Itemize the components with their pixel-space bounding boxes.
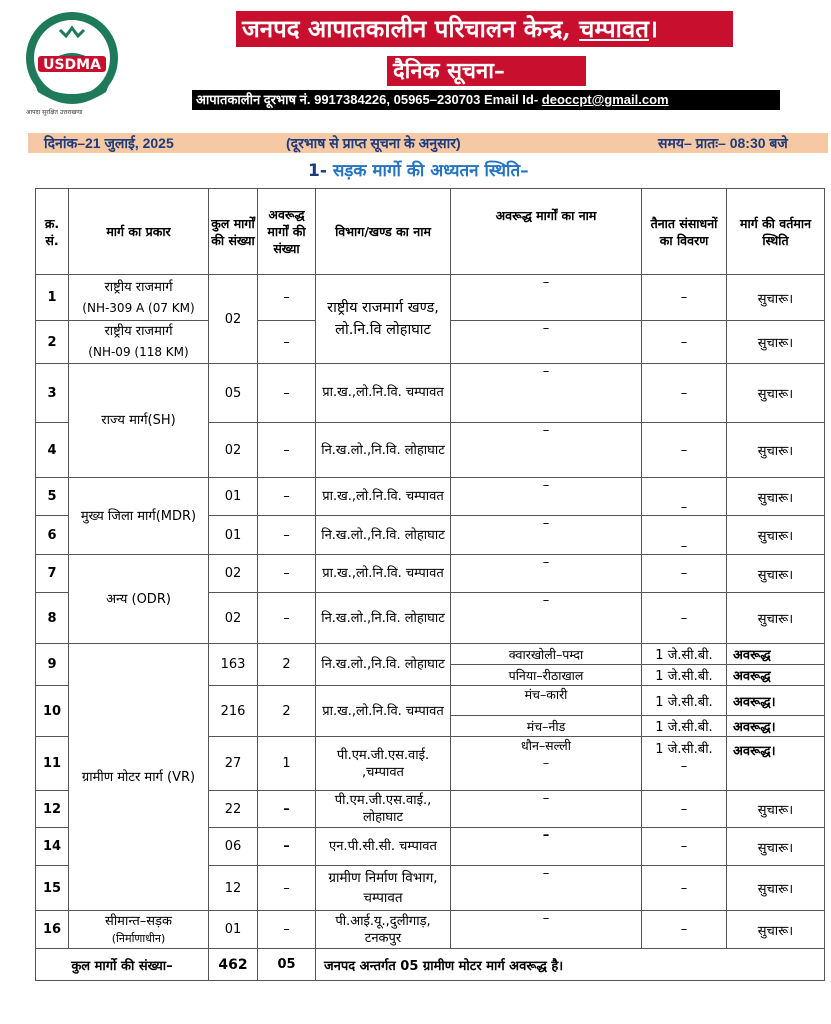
sn-cell: 9 bbox=[36, 644, 69, 686]
type-cell: सीमान्त–सड़क (निर्माणाधीन) bbox=[69, 911, 209, 949]
road-status-table bbox=[35, 188, 825, 981]
dept-cell: पी.एम.जी.एस.वाई. ,चम्पावत bbox=[316, 737, 451, 791]
col-header-sn: क्र. सं. bbox=[36, 189, 69, 275]
total-label: कुल मार्गो की संख्या– bbox=[36, 949, 209, 981]
total-cell: 02 bbox=[209, 555, 258, 593]
blocked-cell: 2 bbox=[258, 644, 316, 686]
status-cell: सुचारू। bbox=[727, 423, 825, 478]
resource-cell: 1 जे.सी.बी. bbox=[642, 686, 727, 716]
status-cell: अवरूद्ध bbox=[727, 665, 825, 686]
resource-cell: – bbox=[642, 828, 727, 866]
status-cell: सुचारू। bbox=[727, 593, 825, 644]
road-cell: – bbox=[451, 593, 642, 644]
road-cell: पनिया–रीठाखाल bbox=[451, 665, 642, 686]
sn-cell: 8 bbox=[36, 593, 69, 644]
total-row bbox=[36, 949, 825, 981]
table-row bbox=[36, 478, 825, 516]
road-cell: – bbox=[451, 791, 642, 828]
resource-cell: – bbox=[642, 321, 727, 364]
page-title: जनपद आपातकालीन परिचालन केन्द्र, चम्पावत। bbox=[236, 11, 733, 47]
road-cell: – bbox=[451, 866, 642, 911]
blocked-cell: – bbox=[258, 828, 316, 866]
col-header-resources: तैनात संसाधनों का विवरण bbox=[642, 189, 727, 275]
type-cell: अन्य (ODR) bbox=[69, 555, 209, 644]
resource-cell: – bbox=[642, 423, 727, 478]
total-cell: 01 bbox=[209, 478, 258, 516]
road-cell: – bbox=[451, 516, 642, 555]
road-cell: मंच–कारी bbox=[451, 686, 642, 716]
blocked-cell: – bbox=[258, 791, 316, 828]
status-cell: सुचारू। bbox=[727, 791, 825, 828]
type-cell: मुख्य जिला मार्ग(MDR) bbox=[69, 478, 209, 555]
status-cell: सुचारू। bbox=[727, 275, 825, 321]
road-cell: – bbox=[451, 911, 642, 949]
sn-cell: 14 bbox=[36, 828, 69, 866]
resource-cell: – bbox=[642, 516, 727, 555]
resource-cell: – bbox=[642, 555, 727, 593]
table-row bbox=[36, 555, 825, 593]
road-cell: – bbox=[451, 364, 642, 423]
email-link[interactable]: deoccpt@gmail.com bbox=[541, 92, 669, 107]
blocked-cell: – bbox=[258, 911, 316, 949]
road-cell: – bbox=[451, 275, 642, 321]
dept-cell: राष्ट्रीय राजमार्ग खण्ड, लो.नि.वि लोहाघाट bbox=[316, 275, 451, 364]
table-row bbox=[36, 644, 825, 665]
blocked-cell: – bbox=[258, 593, 316, 644]
col-header-dept: विभाग/खण्ड का नाम bbox=[316, 189, 451, 275]
total-cell: 12 bbox=[209, 866, 258, 911]
road-cell: – bbox=[451, 555, 642, 593]
status-cell: सुचारू। bbox=[727, 478, 825, 516]
resource-cell: 1 जे.सी.बी. – bbox=[642, 737, 727, 791]
dept-cell: नि.ख.लो.,नि.वि. लोहाघाट bbox=[316, 644, 451, 686]
sn-cell: 15 bbox=[36, 866, 69, 911]
type-cell: राज्य मार्ग(SH) bbox=[69, 364, 209, 478]
status-cell: सुचारू। bbox=[727, 516, 825, 555]
dept-cell: प्रा.ख.,लो.नि.वि. चम्पावत bbox=[316, 478, 451, 516]
dept-cell: पी.एम.जी.एस.वाई., लोहाघाट bbox=[316, 791, 451, 828]
total-cell: 05 bbox=[209, 364, 258, 423]
road-cell: क्वारखोली–पम्दा bbox=[451, 644, 642, 665]
resource-cell: 1 जे.सी.बी. bbox=[642, 644, 727, 665]
blocked-cell: – bbox=[258, 364, 316, 423]
sn-cell: 3 bbox=[36, 364, 69, 423]
total-blocked: 05 bbox=[258, 949, 316, 981]
sn-cell: 16 bbox=[36, 911, 69, 949]
report-time: समय– प्रातः– 08:30 बजे bbox=[658, 135, 788, 151]
dept-cell: ग्रामीण निर्माण विभाग, चम्पावत bbox=[316, 866, 451, 911]
total-cell: 02 bbox=[209, 593, 258, 644]
col-header-total: कुल मार्गों की संख्या bbox=[209, 189, 258, 275]
road-cell: मंच–नीड bbox=[451, 716, 642, 737]
blocked-cell: – bbox=[258, 555, 316, 593]
road-cell: – bbox=[451, 423, 642, 478]
table-row bbox=[36, 911, 825, 949]
status-cell: अवरूद्ध। bbox=[727, 737, 825, 791]
table-header-row bbox=[36, 189, 825, 275]
total-cell: 02 bbox=[209, 423, 258, 478]
type-cell: ग्रामीण मोटर मार्ग (VR) bbox=[69, 644, 209, 911]
logo-caption: आपदा सुरक्षित उत्तराखण्ड bbox=[26, 109, 83, 116]
total-cell: 06 bbox=[209, 828, 258, 866]
sn-cell: 2 bbox=[36, 321, 69, 364]
status-cell: सुचारू। bbox=[727, 321, 825, 364]
total-cell: 27 bbox=[209, 737, 258, 791]
table-row bbox=[36, 275, 825, 321]
sn-cell: 4 bbox=[36, 423, 69, 478]
dept-cell: प्रा.ख.,लो.नि.वि. चम्पावत bbox=[316, 555, 451, 593]
resource-cell: – bbox=[642, 791, 727, 828]
dept-cell: एन.पी.सी.सी. चम्पावत bbox=[316, 828, 451, 866]
total-cell: 01 bbox=[209, 516, 258, 555]
resource-cell: – bbox=[642, 364, 727, 423]
sn-cell: 1 bbox=[36, 275, 69, 321]
road-cell: – bbox=[451, 321, 642, 364]
total-cell: 163 bbox=[209, 644, 258, 686]
total-cell: 22 bbox=[209, 791, 258, 828]
report-date: दिनांक–21 जुलाई, 2025 bbox=[44, 135, 174, 151]
col-header-type: मार्ग का प्रकार bbox=[69, 189, 209, 275]
page-subtitle: दैनिक सूचना– bbox=[387, 56, 586, 86]
sn-cell: 5 bbox=[36, 478, 69, 516]
status-cell: अवरूद्ध। bbox=[727, 716, 825, 737]
status-cell: सुचारू। bbox=[727, 828, 825, 866]
date-bar bbox=[28, 133, 828, 153]
road-cell: – bbox=[451, 478, 642, 516]
dept-cell: नि.ख.लो.,नि.वि. लोहाघाट bbox=[316, 593, 451, 644]
total-note: जनपद अन्तर्गत 05 ग्रामीण मोटर मार्ग अवरूद्ध है। bbox=[316, 949, 825, 981]
total-cell: 01 bbox=[209, 911, 258, 949]
dept-cell: प्रा.ख.,लो.नि.वि. चम्पावत bbox=[316, 686, 451, 737]
status-cell: सुचारू। bbox=[727, 555, 825, 593]
dept-cell: नि.ख.लो.,नि.वि. लोहाघाट bbox=[316, 423, 451, 478]
sn-cell: 10 bbox=[36, 686, 69, 737]
blocked-cell: 1 bbox=[258, 737, 316, 791]
resource-cell: 1 जे.सी.बी. bbox=[642, 716, 727, 737]
section-title: 1- सड़क मार्गो की अध्यतन स्थिति– bbox=[308, 161, 529, 181]
col-header-status: मार्ग की वर्तमान स्थिति bbox=[727, 189, 825, 275]
resource-cell: – bbox=[642, 478, 727, 516]
road-cell: – bbox=[451, 828, 642, 866]
sn-cell: 11 bbox=[36, 737, 69, 791]
sn-cell: 12 bbox=[36, 791, 69, 828]
total-cell: 02 bbox=[209, 275, 258, 364]
type-cell: राष्ट्रीय राजमार्ग (NH-09 (118 KM) bbox=[69, 321, 209, 364]
blocked-cell: – bbox=[258, 423, 316, 478]
blocked-cell: – bbox=[258, 516, 316, 555]
dept-cell: नि.ख.लो.,नि.वि. लोहाघाट bbox=[316, 516, 451, 555]
dept-cell: प्रा.ख.,लो.नि.वि. चम्पावत bbox=[316, 364, 451, 423]
resource-cell: – bbox=[642, 911, 727, 949]
blocked-cell: – bbox=[258, 478, 316, 516]
status-cell: अवरूद्ध। bbox=[727, 686, 825, 716]
status-cell: सुचारू। bbox=[727, 866, 825, 911]
blocked-cell: – bbox=[258, 275, 316, 321]
contact-line: आपातकालीन दूरभाष नं. 9917384226, 05965–230703 Email Id- deoccpt@gmail.com bbox=[192, 90, 780, 110]
usdma-logo bbox=[20, 8, 128, 120]
resource-cell: – bbox=[642, 593, 727, 644]
sn-cell: 6 bbox=[36, 516, 69, 555]
info-source: (दूरभाष से प्राप्त सूचना के अनुसार) bbox=[286, 135, 461, 151]
blocked-cell: 2 bbox=[258, 686, 316, 737]
col-header-blocked: अवरूद्ध मार्गों की संख्या bbox=[258, 189, 316, 275]
total-roads: 462 bbox=[209, 949, 258, 981]
resource-cell: – bbox=[642, 275, 727, 321]
logo-text: USDMA bbox=[43, 57, 101, 73]
status-cell: सुचारू। bbox=[727, 364, 825, 423]
sn-cell: 7 bbox=[36, 555, 69, 593]
status-cell: अवरूद्ध bbox=[727, 644, 825, 665]
col-header-road: अवरूद्ध मार्गों का नाम bbox=[451, 189, 642, 275]
blocked-cell: – bbox=[258, 866, 316, 911]
table-row bbox=[36, 364, 825, 423]
blocked-cell: – bbox=[258, 321, 316, 364]
total-cell: 216 bbox=[209, 686, 258, 737]
resource-cell: – bbox=[642, 866, 727, 911]
road-cell: धौन–सल्ली – bbox=[451, 737, 642, 791]
dept-cell: पी.आई.यू.,दुलीगाड़, टनकपुर bbox=[316, 911, 451, 949]
resource-cell: 1 जे.सी.बी. bbox=[642, 665, 727, 686]
type-cell: राष्ट्रीय राजमार्ग (NH-309 A (07 KM) bbox=[69, 275, 209, 321]
status-cell: सुचारू। bbox=[727, 911, 825, 949]
